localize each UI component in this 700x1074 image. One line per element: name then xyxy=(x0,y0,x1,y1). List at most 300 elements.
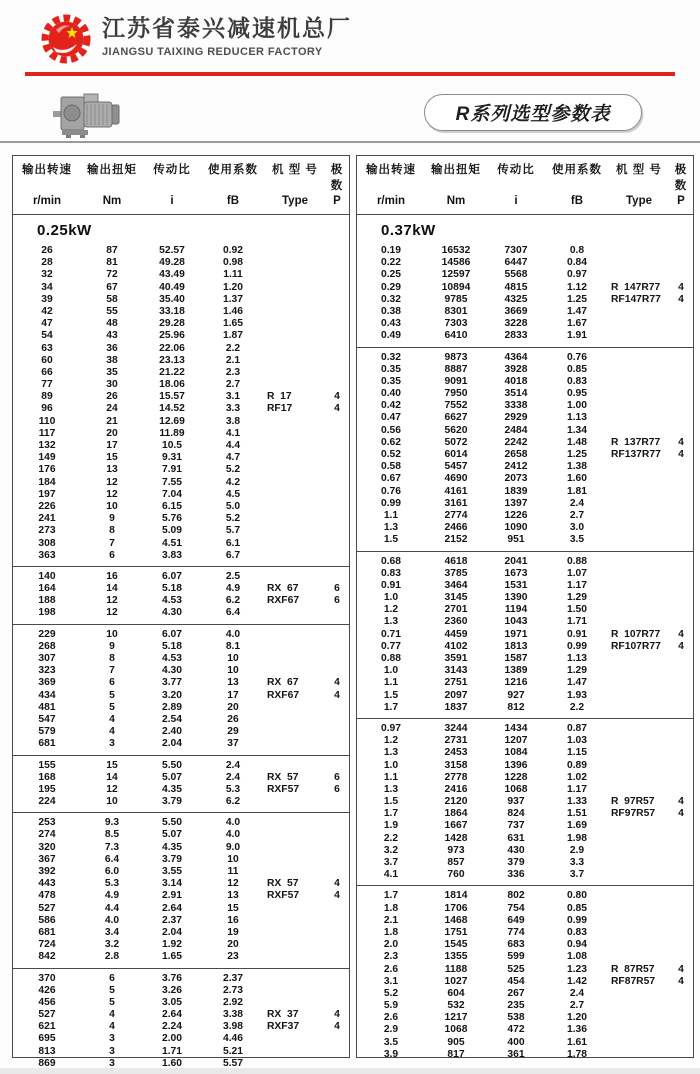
speed-cell: 1.9 xyxy=(357,820,425,832)
table-row xyxy=(13,416,349,428)
table-row xyxy=(13,985,349,997)
row-group xyxy=(357,241,693,347)
col-unit-type: Type xyxy=(265,194,325,209)
service-factor-cell: 3.3 xyxy=(545,857,609,869)
service-factor-cell: 1.11 xyxy=(201,269,265,281)
service-factor-cell: 2.73 xyxy=(201,985,265,997)
speed-cell: 3.1 xyxy=(357,976,425,988)
ratio-cell: 40.49 xyxy=(143,282,201,294)
table-row xyxy=(13,595,349,607)
torque-cell: 2774 xyxy=(425,510,487,522)
table-row xyxy=(13,796,349,808)
company-name-en: JIANGSU TAIXING REDUCER FACTORY xyxy=(102,46,352,58)
speed-cell: 456 xyxy=(13,997,81,1009)
ratio-cell: 2.00 xyxy=(143,1033,201,1045)
service-factor-cell: 0.99 xyxy=(545,641,609,653)
ratio-cell: 649 xyxy=(487,915,545,927)
table-row xyxy=(13,550,349,562)
speed-cell: 0.22 xyxy=(357,257,425,269)
speed-cell: 869 xyxy=(13,1058,81,1070)
table-row xyxy=(357,616,693,628)
speed-cell: 0.49 xyxy=(357,330,425,342)
torque-cell: 3 xyxy=(81,1058,143,1070)
speed-cell: 0.19 xyxy=(357,245,425,257)
speed-cell: 308 xyxy=(13,538,81,550)
ratio-cell: 937 xyxy=(487,796,545,808)
red-divider xyxy=(25,72,675,76)
torque-cell: 10894 xyxy=(425,282,487,294)
table-row xyxy=(357,473,693,485)
service-factor-cell: 0.85 xyxy=(545,903,609,915)
ratio-cell: 7.91 xyxy=(143,464,201,476)
speed-cell: 1.2 xyxy=(357,735,425,747)
ratio-cell: 1587 xyxy=(487,653,545,665)
torque-cell: 2453 xyxy=(425,747,487,759)
torque-cell: 4.9 xyxy=(81,890,143,902)
torque-cell: 15 xyxy=(81,452,143,464)
speed-cell: 2.1 xyxy=(357,915,425,927)
service-factor-cell: 4.0 xyxy=(201,829,265,841)
service-factor-cell: 2.2 xyxy=(201,343,265,355)
speed-cell: 1.5 xyxy=(357,796,425,808)
service-factor-cell: 3.3 xyxy=(201,403,265,415)
company-logo xyxy=(36,10,96,68)
ratio-cell: 4815 xyxy=(487,282,545,294)
ratio-cell: 1207 xyxy=(487,735,545,747)
torque-cell: 48 xyxy=(81,318,143,330)
torque-cell: 532 xyxy=(425,1000,487,1012)
speed-cell: 0.32 xyxy=(357,352,425,364)
ratio-cell: 2.04 xyxy=(143,738,201,750)
ratio-cell: 2.04 xyxy=(143,927,201,939)
service-factor-cell: 15 xyxy=(201,903,265,915)
speed-cell: 0.25 xyxy=(357,269,425,281)
service-factor-cell: 17 xyxy=(201,690,265,702)
torque-cell: 21 xyxy=(81,416,143,428)
table-row xyxy=(357,784,693,796)
torque-cell: 12597 xyxy=(425,269,487,281)
company-name-zh: 江苏省泰兴减速机总厂 xyxy=(102,14,352,42)
ratio-cell: 2.37 xyxy=(143,915,201,927)
col-unit-type: Type xyxy=(609,194,669,209)
service-factor-cell: 0.89 xyxy=(545,760,609,772)
table-row xyxy=(13,367,349,379)
service-factor-cell: 1.13 xyxy=(545,412,609,424)
table-row xyxy=(13,452,349,464)
table-row xyxy=(13,890,349,902)
service-factor-cell: 1.42 xyxy=(545,976,609,988)
speed-cell: 168 xyxy=(13,772,81,784)
ratio-cell: 4325 xyxy=(487,294,545,306)
speed-cell: 369 xyxy=(13,677,81,689)
torque-cell: 4459 xyxy=(425,629,487,641)
torque-cell: 8887 xyxy=(425,364,487,376)
torque-cell: 1428 xyxy=(425,833,487,845)
speed-cell: 164 xyxy=(13,583,81,595)
ratio-cell: 5.18 xyxy=(143,583,201,595)
service-factor-cell: 1.20 xyxy=(201,282,265,294)
torque-cell: 3785 xyxy=(425,568,487,580)
torque-cell: 973 xyxy=(425,845,487,857)
torque-cell: 2120 xyxy=(425,796,487,808)
torque-cell: 3591 xyxy=(425,653,487,665)
service-factor-cell: 6.2 xyxy=(201,595,265,607)
torque-cell: 14 xyxy=(81,583,143,595)
speed-cell: 188 xyxy=(13,595,81,607)
speed-cell: 54 xyxy=(13,330,81,342)
col-unit-torque: Nm xyxy=(425,194,487,209)
table-row xyxy=(357,653,693,665)
torque-cell: 3158 xyxy=(425,760,487,772)
type-cell: R 87R57 xyxy=(609,964,669,976)
torque-cell: 15 xyxy=(81,760,143,772)
ratio-cell: 35.40 xyxy=(143,294,201,306)
table-row xyxy=(357,723,693,735)
ratio-cell: 12.69 xyxy=(143,416,201,428)
speed-cell: 1.7 xyxy=(357,890,425,902)
torque-cell: 35 xyxy=(81,367,143,379)
service-factor-cell: 4.0 xyxy=(201,817,265,829)
table-row xyxy=(13,690,349,702)
table-row xyxy=(357,522,693,534)
col-header-poles: 极 数 xyxy=(325,162,349,194)
table-row xyxy=(13,817,349,829)
ratio-cell: 49.28 xyxy=(143,257,201,269)
torque-cell: 2466 xyxy=(425,522,487,534)
torque-cell: 2.8 xyxy=(81,951,143,963)
torque-cell: 72 xyxy=(81,269,143,281)
row-group xyxy=(13,624,349,755)
service-factor-cell: 6.1 xyxy=(201,538,265,550)
ratio-cell: 599 xyxy=(487,951,545,963)
ratio-cell: 2.24 xyxy=(143,1021,201,1033)
ratio-cell: 1971 xyxy=(487,629,545,641)
table-row xyxy=(13,927,349,939)
ratio-cell: 1390 xyxy=(487,592,545,604)
ratio-cell: 15.57 xyxy=(143,391,201,403)
ratio-cell: 3.83 xyxy=(143,550,201,562)
speed-cell: 0.83 xyxy=(357,568,425,580)
type-cell: RXF57 xyxy=(265,890,325,902)
speed-cell: 0.40 xyxy=(357,388,425,400)
table-row xyxy=(13,702,349,714)
service-factor-cell: 1.78 xyxy=(545,1049,609,1061)
ratio-cell: 3514 xyxy=(487,388,545,400)
torque-cell: 817 xyxy=(425,1049,487,1061)
speed-cell: 2.2 xyxy=(357,833,425,845)
service-factor-cell: 10 xyxy=(201,854,265,866)
torque-cell: 8 xyxy=(81,653,143,665)
service-factor-cell: 1.29 xyxy=(545,665,609,677)
torque-cell: 7303 xyxy=(425,318,487,330)
speed-cell: 1.2 xyxy=(357,604,425,616)
ratio-cell: 52.57 xyxy=(143,245,201,257)
speed-cell: 363 xyxy=(13,550,81,562)
torque-cell: 4.4 xyxy=(81,903,143,915)
poles-cell: 4 xyxy=(325,677,349,689)
torque-cell: 5 xyxy=(81,997,143,1009)
table-row xyxy=(13,538,349,550)
col-header-service-factor: 使用系数 xyxy=(545,162,609,194)
ratio-cell: 400 xyxy=(487,1037,545,1049)
torque-cell: 12 xyxy=(81,477,143,489)
torque-cell: 5072 xyxy=(425,437,487,449)
speed-cell: 60 xyxy=(13,355,81,367)
service-factor-cell: 4.7 xyxy=(201,452,265,464)
table-row xyxy=(13,257,349,269)
table-row xyxy=(357,690,693,702)
speed-cell: 1.8 xyxy=(357,903,425,915)
torque-cell: 3 xyxy=(81,1033,143,1045)
speed-cell: 681 xyxy=(13,927,81,939)
service-factor-cell: 0.98 xyxy=(201,257,265,269)
poles-cell: 4 xyxy=(325,890,349,902)
ratio-cell: 2484 xyxy=(487,425,545,437)
service-factor-cell: 1.93 xyxy=(545,690,609,702)
service-factor-cell: 4.9 xyxy=(201,583,265,595)
ratio-cell: 361 xyxy=(487,1049,545,1061)
type-cell: RX 67 xyxy=(265,583,325,595)
service-factor-cell: 1.12 xyxy=(545,282,609,294)
table-row xyxy=(13,726,349,738)
speed-cell: 2.6 xyxy=(357,1012,425,1024)
ratio-cell: 25.96 xyxy=(143,330,201,342)
row-group xyxy=(357,347,693,551)
table-row xyxy=(357,376,693,388)
service-factor-cell: 0.76 xyxy=(545,352,609,364)
ratio-cell: 2658 xyxy=(487,449,545,461)
service-factor-cell: 3.38 xyxy=(201,1009,265,1021)
table-row xyxy=(357,364,693,376)
ratio-cell: 33.18 xyxy=(143,306,201,318)
poles-cell: 4 xyxy=(325,1021,349,1033)
torque-cell: 1355 xyxy=(425,951,487,963)
ratio-cell: 6447 xyxy=(487,257,545,269)
speed-cell: 0.47 xyxy=(357,412,425,424)
speed-cell: 0.43 xyxy=(357,318,425,330)
ratio-cell: 18.06 xyxy=(143,379,201,391)
speed-cell: 47 xyxy=(13,318,81,330)
ratio-cell: 43.49 xyxy=(143,269,201,281)
torque-cell: 6.4 xyxy=(81,854,143,866)
ratio-cell: 2412 xyxy=(487,461,545,473)
speed-cell: 0.91 xyxy=(357,580,425,592)
service-factor-cell: 2.4 xyxy=(201,760,265,772)
speed-cell: 2.9 xyxy=(357,1024,425,1036)
service-factor-cell: 1.15 xyxy=(545,747,609,759)
speed-cell: 0.35 xyxy=(357,376,425,388)
ratio-cell: 3.14 xyxy=(143,878,201,890)
torque-cell: 38 xyxy=(81,355,143,367)
parameter-table-037kw xyxy=(356,155,694,1058)
poles-cell: 4 xyxy=(325,403,349,415)
ratio-cell: 1068 xyxy=(487,784,545,796)
torque-cell: 9.3 xyxy=(81,817,143,829)
table-row xyxy=(13,306,349,318)
table-row xyxy=(357,510,693,522)
service-factor-cell: 0.87 xyxy=(545,723,609,735)
service-factor-cell: 1.65 xyxy=(201,318,265,330)
table-row xyxy=(13,842,349,854)
power-section-label: 0.25kW xyxy=(13,215,349,241)
service-factor-cell: 29 xyxy=(201,726,265,738)
row-group xyxy=(13,755,349,813)
service-factor-cell: 5.2 xyxy=(201,464,265,476)
torque-cell: 857 xyxy=(425,857,487,869)
service-factor-cell: 3.5 xyxy=(545,534,609,546)
speed-cell: 96 xyxy=(13,403,81,415)
speed-cell: 681 xyxy=(13,738,81,750)
service-factor-cell: 0.8 xyxy=(545,245,609,257)
table-row xyxy=(357,845,693,857)
torque-cell: 24 xyxy=(81,403,143,415)
service-factor-cell: 5.3 xyxy=(201,784,265,796)
poles-cell: 4 xyxy=(669,964,693,976)
speed-cell: 0.32 xyxy=(357,294,425,306)
torque-cell: 20 xyxy=(81,428,143,440)
torque-cell: 2778 xyxy=(425,772,487,784)
speed-cell: 307 xyxy=(13,653,81,665)
ratio-cell: 3928 xyxy=(487,364,545,376)
service-factor-cell: 1.13 xyxy=(545,653,609,665)
table-row xyxy=(13,973,349,985)
table-row xyxy=(357,449,693,461)
speed-cell: 426 xyxy=(13,985,81,997)
type-cell: R 17 xyxy=(265,391,325,403)
table-row xyxy=(357,735,693,747)
torque-cell: 10 xyxy=(81,501,143,513)
service-factor-cell: 1.23 xyxy=(545,964,609,976)
ratio-cell: 2929 xyxy=(487,412,545,424)
table-header xyxy=(13,156,349,215)
service-factor-cell: 0.95 xyxy=(545,388,609,400)
table-row xyxy=(13,951,349,963)
col-header-torque: 输出扭矩 xyxy=(425,162,487,194)
table-row xyxy=(13,629,349,641)
torque-cell: 67 xyxy=(81,282,143,294)
table-row xyxy=(13,760,349,772)
ratio-cell: 2.40 xyxy=(143,726,201,738)
ratio-cell: 29.28 xyxy=(143,318,201,330)
speed-cell: 695 xyxy=(13,1033,81,1045)
company-title-block xyxy=(102,14,352,58)
poles-cell: 6 xyxy=(325,784,349,796)
table-row xyxy=(13,525,349,537)
service-factor-cell: 1.71 xyxy=(545,616,609,628)
ratio-cell: 5568 xyxy=(487,269,545,281)
ratio-cell: 2242 xyxy=(487,437,545,449)
speed-cell: 1.7 xyxy=(357,808,425,820)
ratio-cell: 5.09 xyxy=(143,525,201,537)
ratio-cell: 22.06 xyxy=(143,343,201,355)
table-row xyxy=(357,245,693,257)
table-row xyxy=(13,583,349,595)
torque-cell: 81 xyxy=(81,257,143,269)
service-factor-cell: 0.80 xyxy=(545,890,609,902)
speed-cell: 5.2 xyxy=(357,988,425,1000)
poles-cell: 4 xyxy=(669,976,693,988)
col-header-ratio: 传动比 xyxy=(143,162,201,194)
table-row xyxy=(357,568,693,580)
ratio-cell: 2.64 xyxy=(143,1009,201,1021)
table-row xyxy=(13,939,349,951)
service-factor-cell: 1.08 xyxy=(545,951,609,963)
speed-cell: 26 xyxy=(13,245,81,257)
service-factor-cell: 13 xyxy=(201,890,265,902)
speed-cell: 1.1 xyxy=(357,772,425,784)
table-row xyxy=(357,306,693,318)
service-factor-cell: 12 xyxy=(201,878,265,890)
speed-cell: 241 xyxy=(13,513,81,525)
service-factor-cell: 11 xyxy=(201,866,265,878)
table-row xyxy=(357,388,693,400)
service-factor-cell: 1.29 xyxy=(545,592,609,604)
speed-cell: 132 xyxy=(13,440,81,452)
table-row xyxy=(357,808,693,820)
poles-cell: 4 xyxy=(325,1009,349,1021)
service-factor-cell: 0.88 xyxy=(545,556,609,568)
table-header xyxy=(357,156,693,215)
torque-cell: 26 xyxy=(81,391,143,403)
table-row xyxy=(13,854,349,866)
ratio-cell: 5.76 xyxy=(143,513,201,525)
ratio-cell: 2073 xyxy=(487,473,545,485)
service-factor-cell: 2.7 xyxy=(545,510,609,522)
type-cell: RF97R57 xyxy=(609,808,669,820)
table-row xyxy=(357,939,693,951)
row-group xyxy=(13,241,349,566)
ratio-cell: 927 xyxy=(487,690,545,702)
speed-cell: 184 xyxy=(13,477,81,489)
speed-cell: 443 xyxy=(13,878,81,890)
poles-cell: 6 xyxy=(325,772,349,784)
speed-cell: 1.3 xyxy=(357,747,425,759)
poles-cell: 4 xyxy=(669,808,693,820)
ratio-cell: 2.64 xyxy=(143,903,201,915)
ratio-cell: 6.07 xyxy=(143,571,201,583)
speed-cell: 1.3 xyxy=(357,616,425,628)
speed-cell: 547 xyxy=(13,714,81,726)
ratio-cell: 5.50 xyxy=(143,760,201,772)
service-factor-cell: 3.7 xyxy=(545,869,609,881)
ratio-cell: 2.89 xyxy=(143,702,201,714)
speed-cell: 176 xyxy=(13,464,81,476)
service-factor-cell: 1.98 xyxy=(545,833,609,845)
table-row xyxy=(13,1009,349,1021)
speed-cell: 0.88 xyxy=(357,653,425,665)
torque-cell: 3.2 xyxy=(81,939,143,951)
type-cell: R 107R77 xyxy=(609,629,669,641)
torque-cell: 5 xyxy=(81,702,143,714)
speed-cell: 253 xyxy=(13,817,81,829)
torque-cell: 1068 xyxy=(425,1024,487,1036)
ratio-cell: 1.71 xyxy=(143,1046,201,1058)
speed-cell: 28 xyxy=(13,257,81,269)
ratio-cell: 1090 xyxy=(487,522,545,534)
speed-cell: 323 xyxy=(13,665,81,677)
ratio-cell: 1.92 xyxy=(143,939,201,951)
table-row xyxy=(357,498,693,510)
type-cell: R 137R77 xyxy=(609,437,669,449)
torque-cell: 8.5 xyxy=(81,829,143,841)
speed-cell: 198 xyxy=(13,607,81,619)
service-factor-cell: 2.3 xyxy=(201,367,265,379)
col-unit-poles: P xyxy=(325,194,349,209)
col-unit-ratio: i xyxy=(143,194,201,209)
service-factor-cell: 6.2 xyxy=(201,796,265,808)
table-row xyxy=(13,653,349,665)
speed-cell: 724 xyxy=(13,939,81,951)
